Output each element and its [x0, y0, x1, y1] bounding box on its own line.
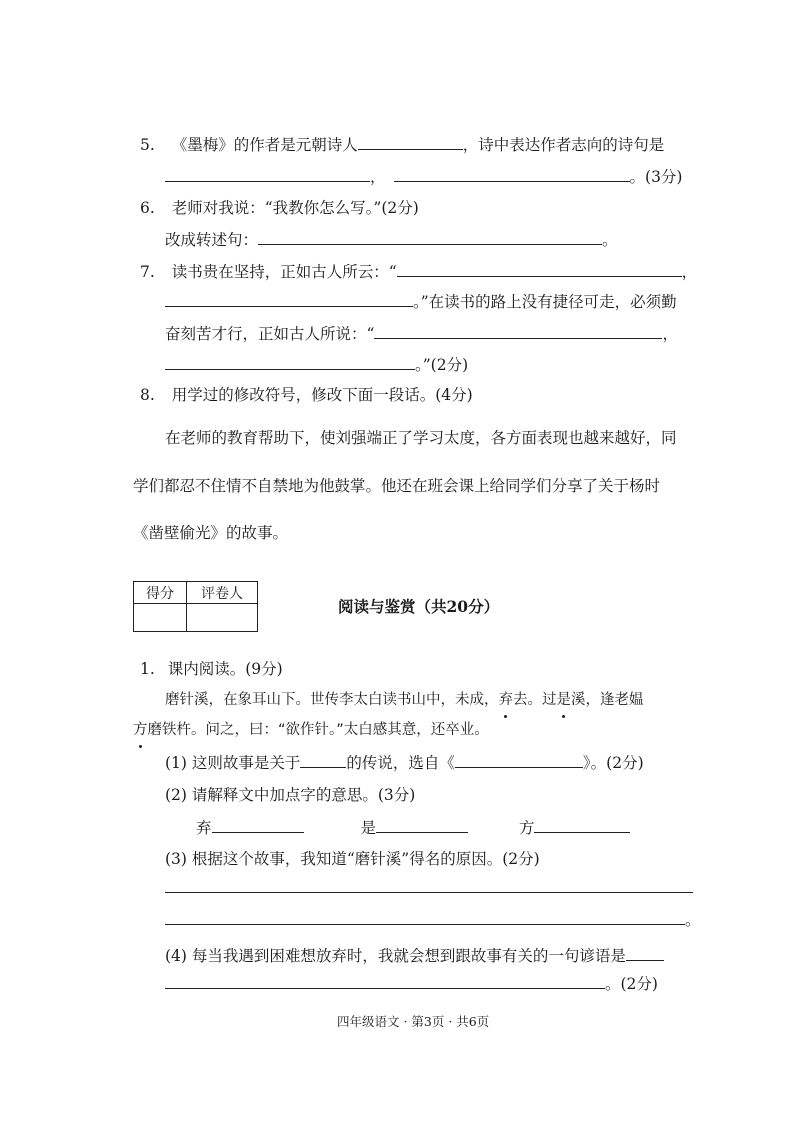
passage-line-2	[133, 719, 489, 741]
sub3-answer-line-1[interactable]	[165, 876, 693, 899]
q7-blank-4[interactable]	[165, 353, 415, 370]
q7-blank-2[interactable]	[165, 290, 413, 307]
q6-text: 老师对我说：“我教你怎么写。”(2分)	[171, 199, 419, 217]
sub3-question: (3) 根据这个故事，我知道“磨针溪”得名的原因。(2分)	[165, 850, 540, 868]
sub1-text-2: 的传说，选自	[346, 754, 440, 772]
sub4-blank-1[interactable]	[626, 944, 664, 961]
q7-comma-2: ，	[662, 325, 678, 343]
grader-cell[interactable]	[187, 604, 258, 632]
sub1-text-3: 》。(2分)	[582, 754, 644, 772]
q6-period: 。	[602, 231, 618, 249]
q7-line1	[140, 260, 697, 283]
q5-blank-verse-2[interactable]	[394, 165, 630, 182]
passage-text-4: 磨铁杵。问之，曰：“欲作针。”太白感其意，还卒业。	[147, 722, 489, 738]
sub1-text: (1) 这则故事是关于	[165, 754, 301, 772]
r1-title-line	[140, 658, 283, 680]
word-qi: 弃	[196, 819, 212, 837]
sub1-blank-topic[interactable]	[300, 751, 346, 768]
dotted-char-qi: 弃	[499, 689, 514, 711]
word-fang: 方	[518, 819, 535, 837]
score-table	[133, 581, 258, 632]
q6-number: 6.	[140, 199, 155, 217]
q8-paragraph-3: 《凿壁偷光》的故事。	[133, 524, 289, 542]
q7-line3	[165, 322, 678, 345]
sub1-bracket-open: 《	[439, 754, 455, 772]
sub3-answer-line-2	[165, 908, 701, 931]
word-shi: 是	[360, 819, 376, 837]
q7-line2	[165, 290, 677, 313]
q7-comma-1: ，	[681, 263, 698, 281]
sub2-question: (2) 请解释文中加点字的意思。(3分)	[165, 786, 416, 804]
q7-text: 读书贵在坚持，正如古人所云：“	[171, 263, 397, 281]
sub4-line-1	[165, 944, 664, 967]
q5-score: 。(3分)	[629, 168, 683, 186]
sub1-blank-source[interactable]	[455, 751, 583, 768]
sub4-blank-2[interactable]	[165, 972, 605, 989]
dotted-char-fang: 方	[133, 719, 148, 741]
q8-number: 8.	[140, 386, 155, 404]
q5-blank-verse-1[interactable]	[165, 165, 370, 182]
q8-text: 用学过的修改符号，修改下面一段话。(4分)	[171, 386, 473, 404]
q5-number: 5.	[140, 136, 155, 154]
q5-comma: ，	[370, 168, 386, 186]
q6-answer-blank[interactable]	[258, 228, 602, 245]
page-footer: 四年级语文 · 第3页 · 共6页	[337, 1014, 490, 1029]
r1-title: 课内阅读。(9分)	[167, 660, 283, 678]
passage-text: 磨针溪，在象耳山下。世传李太白读书山中，未成，	[165, 692, 499, 708]
passage-text-3: 溪，逢老媪	[571, 692, 644, 708]
q7-number: 7.	[140, 263, 155, 281]
q5-line2	[165, 165, 682, 188]
passage-text-2: 去。过	[513, 692, 557, 708]
sub4-line-2	[165, 972, 658, 995]
sub2-answers	[196, 816, 630, 839]
blank-fang[interactable]	[534, 816, 630, 833]
sub3-blank-2[interactable]	[165, 908, 685, 925]
score-header: 得分	[134, 582, 187, 604]
q7-text-3: 奋刻苦才行，正如古人所说：“	[165, 325, 375, 343]
r1-number: 1.	[140, 660, 155, 678]
q7-text-2: 。”在读书的路上没有捷径可走，必须勤	[413, 293, 677, 311]
q7-score: 。”(2分)	[415, 356, 469, 374]
q7-line4	[165, 353, 468, 376]
q7-blank-3[interactable]	[374, 322, 662, 339]
q7-blank-1[interactable]	[397, 260, 682, 277]
sub3-period: 。	[685, 911, 701, 929]
section-title: 阅读与鉴赏（共20分）	[338, 597, 500, 616]
q6-instruction: 改成转述句：	[165, 231, 259, 249]
sub4-text: (4) 每当我遇到困难想放弃时，我就会想到跟故事有关的一句谚语是	[165, 947, 626, 965]
q5-line1	[140, 133, 664, 156]
q6-line1	[140, 197, 419, 219]
sub3-blank-1[interactable]	[165, 876, 693, 893]
blank-shi[interactable]	[376, 816, 468, 833]
q8-line1	[140, 384, 473, 406]
sub1-line	[165, 751, 644, 774]
q5-text-2: ，诗中表达作者志向的诗句是	[462, 136, 665, 154]
q5-text: 《墨梅》的作者是元朝诗人	[171, 136, 358, 154]
passage-line-1	[165, 689, 644, 711]
dotted-char-shi: 是	[557, 689, 572, 711]
q8-paragraph-2: 学们都忍不住情不自禁地为他鼓掌。他还在班会课上给同学们分享了关于杨时	[133, 477, 661, 495]
grader-header: 评卷人	[187, 582, 258, 604]
q8-paragraph-1: 在老师的教育帮助下，使刘强端正了学习太度，各方面表现也越来越好，同	[165, 429, 677, 447]
score-cell[interactable]	[134, 604, 187, 632]
q5-blank-poet[interactable]	[358, 133, 463, 150]
q6-line2	[165, 228, 618, 251]
blank-qi[interactable]	[212, 816, 304, 833]
sub4-score: 。(2分)	[605, 975, 658, 993]
